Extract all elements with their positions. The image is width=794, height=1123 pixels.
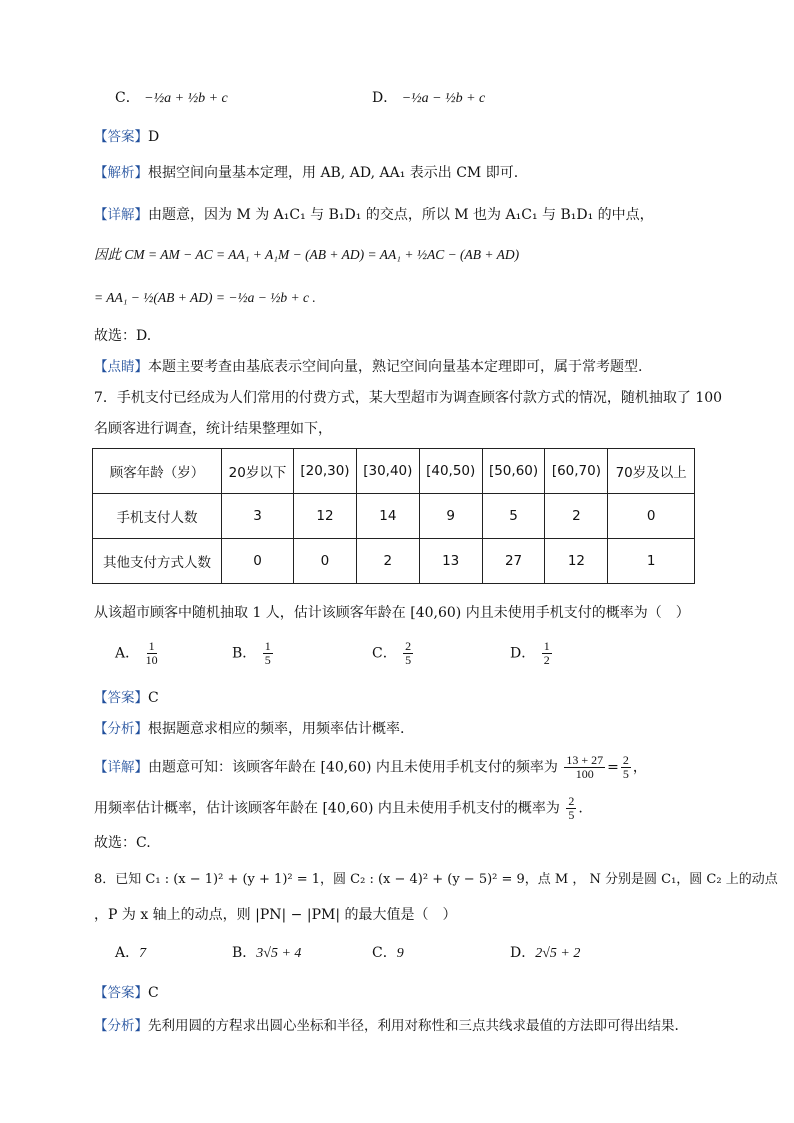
q6-choice: 故选：D. (94, 328, 152, 344)
q7-answer: 【答案】C (94, 690, 159, 706)
q8-option-b: B．3√5 + 4 (232, 945, 302, 961)
q8-stem-line-1: 8．已知 C₁ : (x − 1)² + (y + 1)² = 1，圆 C₂ : (x − 4)² + (y − 5)² = 9，点 M ， N 分别是圆 C₁，圆 C₂ 上的动点 (94, 872, 778, 887)
q7-option-c: C． $\frac{2}{5}$ (372, 639, 412, 667)
q7-stats-table (92, 448, 695, 584)
q7-option-c-fraction: $\frac{2}{5}$ (405, 639, 412, 667)
q6-analysis: 【解析】根据空间向量基本定理，用 AB, AD, AA₁ 表示出 CM 即可. (94, 165, 519, 181)
q7-detail-result-fraction: $\frac{2}{5}$ (622, 753, 629, 781)
q7-detail-2-fraction: $\frac{2}{5}$ (568, 794, 575, 822)
table-cell: 9 (419, 494, 482, 539)
q7-option-b-fraction: $\frac{1}{5}$ (264, 639, 271, 667)
table-cell: 12 (294, 494, 357, 539)
q7-stem-line-1: 7．手机支付已经成为人们常用的付费方式，某大型超市为调查顾客付款方式的情况，随机抽取了 100 (94, 390, 723, 406)
table-cell: 2 (356, 539, 419, 584)
q6-option-d-expr: −½a − ½b + c (401, 91, 486, 106)
q7-option-d: D． $\frac{1}{2}$ (510, 639, 550, 667)
table-header-cell: [60,70) (545, 449, 608, 494)
table-cell: 12 (545, 539, 608, 584)
q7-option-d-fraction: $\frac{1}{2}$ (543, 639, 550, 667)
table-cell: 0 (222, 539, 294, 584)
table-cell: 2 (545, 494, 608, 539)
q7-option-b: B． $\frac{1}{5}$ (232, 639, 271, 667)
q6-equation-1: 因此 CM = AM − AC = AA₁ + A₁M − (AB + AD) = AA₁ + ½AC − (AB + AD) (94, 247, 520, 262)
q8-option-a: A．7 (115, 945, 147, 961)
table-header-row (93, 449, 695, 494)
q7-option-a-fraction: $\frac{1}{10}$ (145, 639, 158, 667)
q7-detail-fraction: $\frac{13 + 27}{100}$ (566, 753, 604, 781)
q7-detail-2: 用频率估计概率，估计该顾客年龄在 [40,60) 内且未使用手机支付的概率为 $\frac{2}{5}$ . (94, 794, 583, 822)
q7-choice: 故选：C. (94, 835, 151, 851)
table-cell: 5 (482, 494, 545, 539)
q7-detail-1: 【详解】由题意可知：该顾客年龄在 [40,60) 内且未使用手机支付的频率为 $\frac{13 + 27}{100}$ = $\frac{2}{5}$ ， (94, 753, 647, 781)
q7-analysis: 【分析】根据题意求相应的频率，用频率估计概率. (94, 721, 405, 737)
table-cell: 0 (608, 494, 695, 539)
table-cell: 27 (482, 539, 545, 584)
q8-option-d: D．2√5 + 2 (510, 945, 581, 961)
q8-analysis: 【分析】先利用圆的方程求出圆心坐标和半径，利用对称性和三点共线求最值的方法即可得出结果. (94, 1018, 679, 1034)
q6-comment: 【点睛】本题主要考查由基底表示空间向量，熟记空间向量基本定理即可，属于常考题型. (94, 359, 643, 375)
table-header-cell: [30,40) (356, 449, 419, 494)
q7-stem-line-2: 名顾客进行调查，统计结果整理如下， (94, 421, 332, 437)
q8-option-c: C．9 (372, 945, 404, 961)
table-row (93, 494, 695, 539)
table-cell: 14 (356, 494, 419, 539)
table-cell: 0 (294, 539, 357, 584)
table-header-cell: [20,30) (294, 449, 357, 494)
table-row (93, 539, 695, 584)
table-cell: 13 (419, 539, 482, 584)
q8-answer: 【答案】C (94, 985, 159, 1001)
q7-option-a: A． $\frac{1}{10}$ (115, 639, 158, 667)
table-header-cell: 20岁以下 (222, 449, 294, 494)
table-cell: 1 (608, 539, 695, 584)
table-header-cell: 顾客年龄（岁） (93, 449, 222, 494)
q6-option-c-expr: −½a + ½b + c (144, 91, 228, 106)
q6-answer: 【答案】D (94, 129, 160, 145)
q8-stem-line-2: ，P 为 x 轴上的动点，则 |PN| − |PM| 的最大值是（ ） (94, 907, 457, 923)
table-header-cell: [50,60) (482, 449, 545, 494)
table-row-label: 手机支付人数 (93, 494, 222, 539)
table-cell: 3 (222, 494, 294, 539)
q6-detail: 【详解】由题意，因为 M 为 A₁C₁ 与 B₁D₁ 的交点，所以 M 也为 A₁C₁ 与 B₁D₁ 的中点， (94, 207, 654, 223)
q6-equation-2: = AA₁ − ½(AB + AD) = −½a − ½b + c . (94, 290, 316, 305)
table-row-label: 其他支付方式人数 (93, 539, 222, 584)
q6-option-d: D． −½a − ½b + c (372, 90, 486, 106)
table-header-cell: 70岁及以上 (608, 449, 695, 494)
q6-option-c: C． −½a + ½b + c (115, 90, 228, 106)
q7-question: 从该超市顾客中随机抽取 1 人，估计该顾客年龄在 [40,60) 内且未使用手机支付的概率为（ ） (94, 605, 690, 621)
table-header-cell: [40,50) (419, 449, 482, 494)
